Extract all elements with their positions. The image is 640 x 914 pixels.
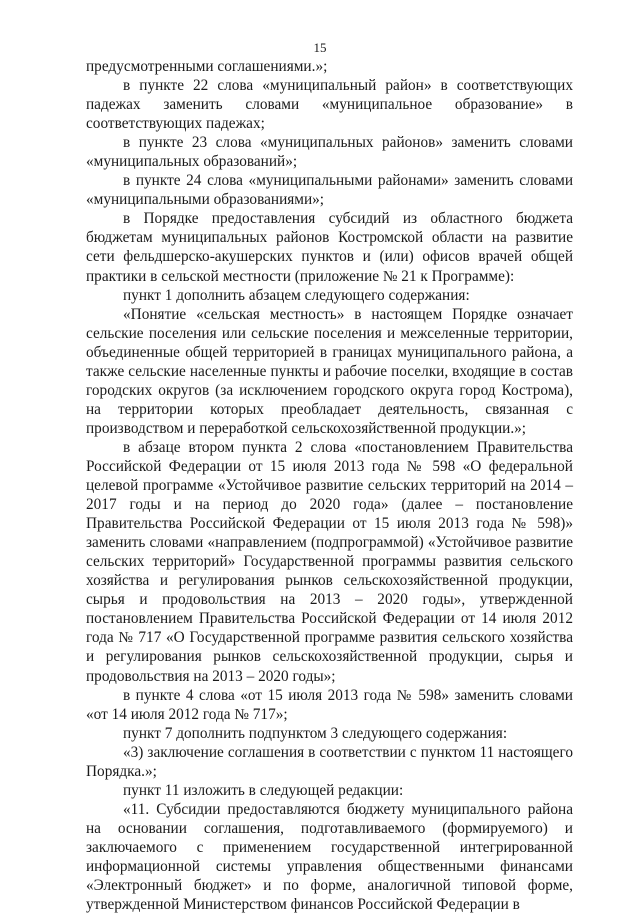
paragraph-4: в пункте 24 слова «муниципальными районами» заменить словами «муниципальными образованиями»; [86, 172, 573, 209]
paragraph-3: в пункте 23 слова «муниципальных районов» заменить словами «муниципальных образований»; [86, 134, 573, 171]
paragraph-2: в пункте 22 слова «муниципальный район» в соответствующих падежах заменить словами «муниципальное образование» в соответствующих падежах; [86, 77, 573, 133]
document-body [86, 57, 573, 914]
paragraph-1: предусмотренными соглашениями.»; [86, 58, 328, 75]
paragraph-9: в пункте 4 слова «от 15 июля 2013 года № 598» заменить словами «от 14 июля 2012 года № 717»; [86, 686, 573, 723]
paragraph-8: в абзаце втором пункта 2 слова «постановлением Правительства Российской Федерации от 15 июля 2013 года № 598 «О федеральной целевой программе «Устойчивое развитие сельских территорий на 2014 – 2017 годы и на период до 2020 года» (далее – постановление Правительства Российской Федерации от 15 июля 2013 года № 598)» заменить словами «направлением (подпрограммой) «Устойчивое развитие сельских территорий» Государственной программы развития сельского хозяйства и регулирования рынков сельскохозяйственной продукции, сырья и продовольствия на 2013 – 2020 годы», утвержденной постановлением Правительства Российской Федерации от 14 июля 2012 года № 717 «О Государственной программе развития сельского хозяйства и регулирования рынков сельскохозяйственной продукции, сырья и продовольствия на 2013 – 2020 годы»; [86, 438, 573, 685]
paragraph-12: пункт 11 изложить в следующей редакции: [123, 781, 404, 799]
paragraph-11: «3) заключение соглашения в соответствии с пунктом 11 настоящего Порядка.»; [86, 743, 573, 780]
paragraph-5: в Порядке предоставления субсидий из областного бюджета бюджетам муниципальных районов Костромской области на развитие сети фельдшерско-акушерских пунктов и (или) офисов врачей общей практики в сельской местности (приложение № 21 к Программе): [86, 210, 573, 285]
paragraph-10: пункт 7 дополнить подпунктом 3 следующего содержания: [123, 724, 508, 742]
page-number: 15 [313, 40, 327, 55]
paragraph-6: пункт 1 дополнить абзацем следующего содержания: [123, 286, 470, 304]
paragraph-7: «Понятие «сельская местность» в настоящем Порядке означает сельские поселения или сельские поселения и межселенные территории, объединенные общей территорией в границах муниципального района, а также сельские населенные пункты и рабочие поселки, входящие в состав городских округов (за исключением городского округа город Кострома), на территории которых преобладает деятельность, связанная с производством и переработкой сельскохозяйственной продукции.»; [86, 305, 573, 437]
paragraph-13: «11. Субсидии предоставляются бюджету муниципального района на основании соглашения, подготавливаемого (формируемого) и заключаемого с применением государственной интегрированной информационной системы управления общественными финансами «Электронный бюджет» и по форме, аналогичной типовой форме, утвержденной Министерством финансов Российской Федерации в [86, 800, 573, 914]
